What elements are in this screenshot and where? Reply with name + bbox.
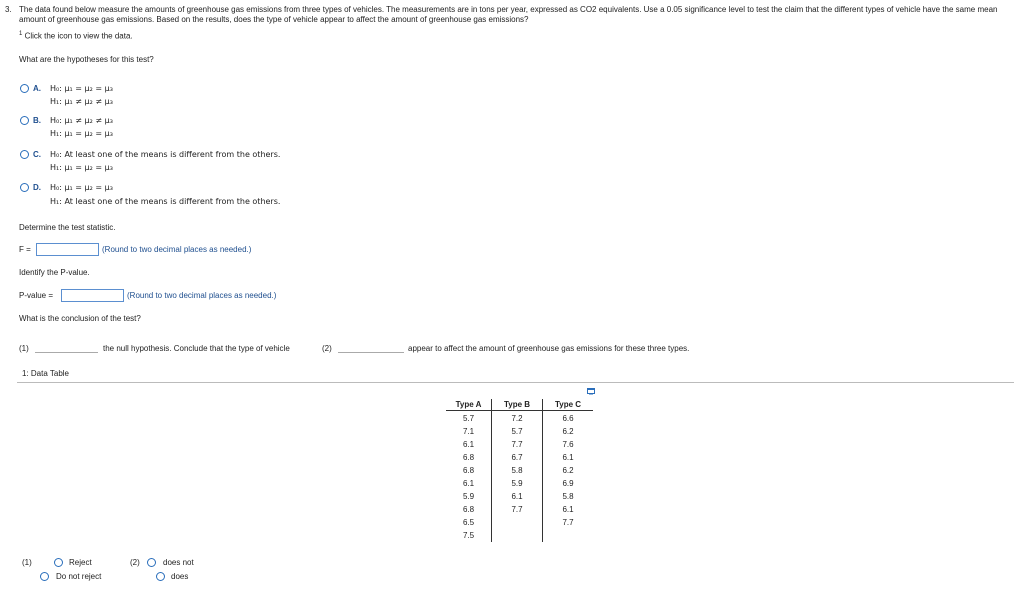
option-d-h1: H₁: At least one of the means is different from the others. bbox=[50, 197, 281, 206]
choice-reject[interactable] bbox=[54, 558, 63, 569]
copy-icon[interactable] bbox=[587, 388, 595, 395]
p-value-hint: (Round to two decimal places as needed.) bbox=[127, 291, 277, 300]
footnote-mark[interactable]: 1 bbox=[19, 31, 23, 37]
question-text: The data found below measure the amounts of greenhouse gas emissions from three types of vehicles. The measurements are in tons per year, expressed as CO2 equivalents. Use a 0.05 significance level to test the claim that the different types of vehicle have the same mean amount of greenhouse gas emissions. Based on the results, does the type of vehicle appear to affect the amount of greenhouse gas emissions? bbox=[19, 5, 998, 24]
hypotheses-prompt: What are the hypotheses for this test? bbox=[19, 55, 154, 64]
table-cell: 6.9 bbox=[543, 477, 594, 490]
p-value-prompt: Identify the P-value. bbox=[19, 268, 90, 277]
f-label: F = bbox=[19, 245, 31, 254]
table-cell: 7.7 bbox=[492, 503, 543, 516]
table-row bbox=[446, 516, 593, 529]
table-row bbox=[446, 477, 593, 490]
f-input[interactable] bbox=[36, 243, 99, 256]
option-c-radio[interactable] bbox=[20, 150, 29, 159]
option-b-h1: H₁: μ₁ = μ₂ = μ₃ bbox=[50, 129, 113, 138]
option-c-h0: H₀: At least one of the means is different from the others. bbox=[50, 150, 281, 159]
footnote[interactable] bbox=[19, 31, 133, 41]
blank2-label: (2) bbox=[322, 344, 332, 353]
table-cell: 7.6 bbox=[543, 438, 594, 451]
question-number: 3. bbox=[5, 5, 12, 14]
p-value-input[interactable] bbox=[61, 289, 124, 302]
data-table-title: 1: Data Table bbox=[22, 369, 69, 378]
option-b-radio[interactable] bbox=[20, 116, 29, 125]
conclusion-end-text: appear to affect the amount of greenhouse gas emissions for these three types. bbox=[408, 344, 690, 353]
table-cell: 7.7 bbox=[543, 516, 594, 529]
table-cell: 6.1 bbox=[462, 440, 475, 449]
table-row bbox=[446, 529, 593, 542]
conclusion-prompt: What is the conclusion of the test? bbox=[19, 314, 141, 323]
table-row bbox=[446, 411, 593, 426]
table-row bbox=[446, 451, 593, 464]
choice-reject-radio[interactable] bbox=[54, 558, 63, 567]
p-value-label: P-value = bbox=[19, 291, 54, 300]
data-table-divider bbox=[17, 382, 1014, 383]
option-a-h0: H₀: μ₁ = μ₂ = μ₃ bbox=[50, 84, 113, 93]
table-cell: 7.7 bbox=[492, 438, 543, 451]
table-row bbox=[446, 503, 593, 516]
option-c[interactable] bbox=[20, 150, 29, 161]
choice-does-not-radio[interactable] bbox=[147, 558, 156, 567]
option-c-letter: C. bbox=[33, 150, 41, 159]
conclusion-middle-text: the null hypothesis. Conclude that the type of vehicle bbox=[103, 344, 290, 353]
blank1-label: (1) bbox=[19, 344, 29, 353]
choice-does-not-label[interactable]: does not bbox=[163, 558, 194, 567]
blank1-dropdown[interactable] bbox=[35, 344, 98, 353]
option-a-radio[interactable] bbox=[20, 84, 29, 93]
choices-group2-label: (2) bbox=[130, 558, 140, 567]
option-b[interactable] bbox=[20, 116, 29, 127]
table-cell bbox=[492, 529, 543, 542]
table-cell: 6.1 bbox=[462, 479, 475, 488]
option-a[interactable] bbox=[20, 84, 29, 95]
test-statistic-prompt: Determine the test statistic. bbox=[19, 223, 116, 232]
choice-does-not[interactable] bbox=[147, 558, 156, 569]
table-cell: 6.8 bbox=[462, 466, 475, 475]
table-cell bbox=[492, 516, 543, 529]
option-d-h0: H₀: μ₁ = μ₂ = μ₃ bbox=[50, 183, 113, 192]
table-cell: 6.2 bbox=[543, 425, 594, 438]
table-cell: 5.8 bbox=[543, 490, 594, 503]
table-row bbox=[446, 438, 593, 451]
header-type-a: Type A bbox=[446, 399, 492, 411]
choice-do-not-reject-radio[interactable] bbox=[40, 572, 49, 581]
option-a-letter: A. bbox=[33, 84, 41, 93]
table-row bbox=[446, 490, 593, 503]
header-type-b: Type B bbox=[492, 399, 543, 411]
option-d[interactable] bbox=[20, 183, 29, 194]
table-row bbox=[446, 464, 593, 477]
choice-does-radio[interactable] bbox=[156, 572, 165, 581]
table-cell bbox=[543, 529, 594, 542]
option-b-h0: H₀: μ₁ ≠ μ₂ ≠ μ₃ bbox=[50, 116, 113, 125]
table-cell: 6.6 bbox=[543, 411, 594, 426]
choice-does-label[interactable]: does bbox=[171, 572, 189, 581]
table-cell: 6.1 bbox=[543, 451, 594, 464]
table-cell: 5.9 bbox=[462, 492, 475, 501]
data-table bbox=[446, 399, 593, 542]
table-cell: 6.8 bbox=[462, 453, 475, 462]
blank2-dropdown[interactable] bbox=[338, 344, 404, 353]
table-cell: 5.7 bbox=[462, 414, 475, 423]
table-cell: 7.5 bbox=[462, 531, 475, 540]
choices-group1-label: (1) bbox=[22, 558, 32, 567]
option-d-letter: D. bbox=[33, 183, 41, 192]
choice-reject-label[interactable]: Reject bbox=[69, 558, 92, 567]
choice-do-not-reject-label[interactable]: Do not reject bbox=[56, 572, 102, 581]
table-cell: 6.2 bbox=[543, 464, 594, 477]
table-cell: 5.7 bbox=[492, 425, 543, 438]
choice-does[interactable] bbox=[156, 572, 165, 583]
table-cell: 5.8 bbox=[492, 464, 543, 477]
header-type-c: Type C bbox=[543, 399, 594, 411]
table-row bbox=[446, 425, 593, 438]
table-cell: 6.1 bbox=[543, 503, 594, 516]
table-cell: 7.2 bbox=[492, 411, 543, 426]
option-a-h1: H₁: μ₁ ≠ μ₂ ≠ μ₃ bbox=[50, 97, 113, 106]
option-c-h1: H₁: μ₁ = μ₂ = μ₃ bbox=[50, 163, 113, 172]
table-cell: 7.1 bbox=[462, 427, 475, 436]
option-b-letter: B. bbox=[33, 116, 41, 125]
table-cell: 6.7 bbox=[492, 451, 543, 464]
option-d-radio[interactable] bbox=[20, 183, 29, 192]
table-cell: 6.8 bbox=[462, 505, 475, 514]
table-cell: 5.9 bbox=[492, 477, 543, 490]
table-cell: 6.5 bbox=[462, 518, 475, 527]
f-hint: (Round to two decimal places as needed.) bbox=[102, 245, 252, 254]
table-cell: 6.1 bbox=[492, 490, 543, 503]
choice-do-not-reject[interactable] bbox=[40, 572, 49, 583]
footnote-text[interactable]: Click the icon to view the data. bbox=[24, 31, 133, 41]
